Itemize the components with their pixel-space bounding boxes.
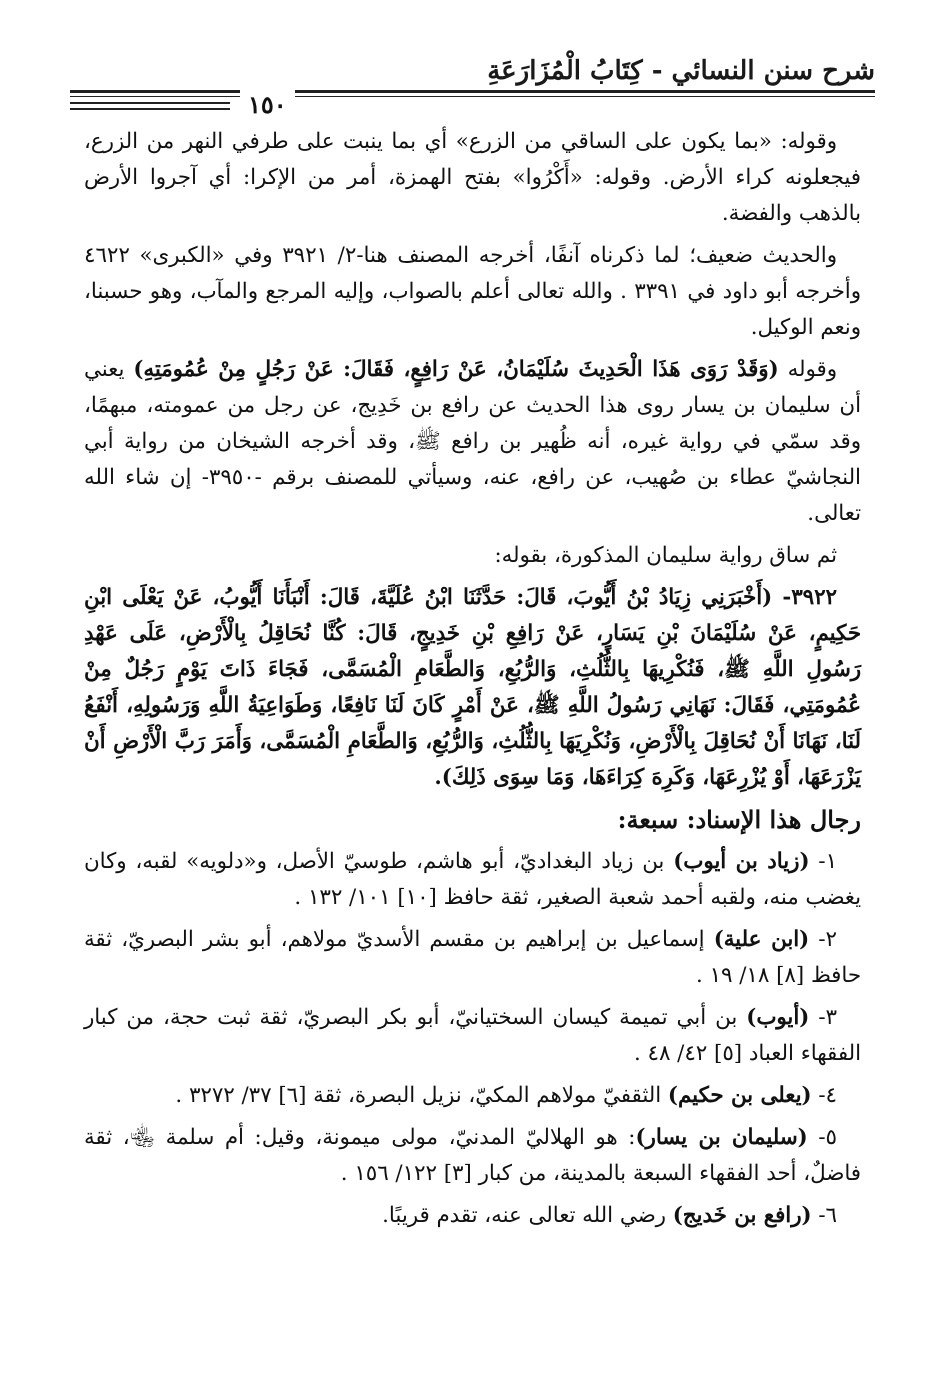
narrator-name: (أيوب)	[746, 1005, 810, 1030]
narrator-number: ٥-	[807, 1125, 837, 1150]
header-rule-thick	[70, 90, 875, 93]
narrator-number: ١-	[809, 849, 838, 874]
narrator-name: (سليمان بن يسار)	[635, 1125, 808, 1150]
page-header	[70, 50, 875, 119]
narrator-item	[84, 844, 861, 916]
narrator-number: ٣-	[809, 1005, 837, 1030]
narrator-text: بن زياد البغداديّ، أبو هاشم، طوسيّ الأصل، و«دلويه» لقبه، وكان يغضب منه، ولقبه أحمد شعبة الصغير، ثقة حافظ [١٠] ١٠١/ ١٣٢ .	[84, 849, 861, 910]
narrator-item	[84, 1000, 861, 1072]
narrator-text: الثقفيّ مولاهم المكيّ، نزيل البصرة، ثقة [٦] ٣٧/ ٣٢٧٢ .	[175, 1083, 668, 1108]
paragraph-1: وقوله: «بما يكون على الساقي من الزرع» أي بما ينبت على طرفي النهر من الزرع، فيجعلونه كراء الأرض. وقوله: «أَكْرُوا» بفتح الهمزة، أمر من الإكرا: أي آجروا الأرض بالذهب والفضة.	[84, 129, 861, 226]
narrator-text: : هو الهلاليّ المدنيّ، مولى ميمونة، وقيل: أم سلمة ﵄، ثقة فاضلٌ، أحد الفقهاء السبعة بالمدينة، من كبار [٣] ١٢٢/ ١٥٦ .	[84, 1125, 861, 1186]
narrator-name: (زياد بن أيوب)	[673, 849, 810, 874]
narrator-text: إسماعيل بن إبراهيم بن مقسم الأسديّ مولاهم، أبو بشر البصريّ، ثقة حافظ [٨] ١٨/ ١٩ .	[84, 927, 861, 988]
narrator-item	[84, 922, 861, 994]
narrator-text: رضي الله تعالى عنه، تقدم قريبًا.	[382, 1203, 673, 1228]
quoted-hadith-phrase: (وَقَدْ رَوَى هَذَا الْحَدِيثَ سُلَيْمَانُ، عَنْ رَافِعٍ، فَقَالَ: عَنْ رَجُلٍ مِنْ عُمُومَتِهِ)	[133, 357, 779, 382]
paragraph-3-lead: وقوله	[778, 357, 837, 382]
narrator-text: بن أبي تميمة كيسان السختيانيّ، أبو بكر البصريّ، ثقة ثبت حجة، من كبار الفقهاء العباد [٥] ٤٢/ ٤٨ .	[84, 1005, 861, 1066]
header-rule-ornament	[70, 102, 230, 110]
header-rule-thin	[70, 96, 875, 97]
narrator-number: ٦-	[811, 1203, 837, 1228]
paragraph-3	[84, 352, 861, 532]
page-body	[84, 124, 861, 1240]
narrator-name: (رافع بن خَديج)	[672, 1203, 812, 1228]
running-title: شرح سنن النسائي - كِتَابُ الْمُزَارَعَةِ	[487, 56, 875, 86]
paragraph-4: ثم ساق رواية سليمان المذكورة، بقوله:	[494, 543, 837, 568]
page-number: ١٥٠	[240, 90, 295, 119]
paragraph-3-text: يعني أن سليمان بن يسار روى هذا الحديث عن رافع بن خَدِيج، عن رجل من عمومته، مبهمًا، وقد سمّي في رواية غيره، أنه ظُهير بن رافع ﷺ، وقد أخرجه الشيخان من رواية أبي النجاشيّ عطاء بن صُهيب، عن رافع، عنه، وسيأتي للمصنف برقم -٣٩٥٠- إن شاء الله تعالى.	[84, 357, 861, 526]
narrator-item	[84, 1078, 861, 1114]
narrator-number: ٢-	[809, 927, 837, 952]
narrator-item	[84, 1198, 861, 1234]
narrator-name: (يعلى بن حكيم)	[667, 1083, 812, 1108]
section-title: رجال هذا الإسناد: سبعة:	[617, 805, 861, 834]
narrator-item	[84, 1120, 861, 1192]
narrator-name: (ابن علية)	[713, 927, 810, 952]
hadith-text: ٣٩٢٢- (أَخْبَرَنِي زِيَادُ بْنُ أَيُّوبَ، قَالَ: حَدَّثَنَا ابْنُ عُلَيَّةَ، قَالَ: أَنْبَأَنَا أَيُّوبُ، عَنْ يَعْلَى ابْنِ حَكِيمٍ، عَنْ سُلَيْمَانَ بْنِ يَسَارٍ، عَنْ رَافِعِ بْنِ خَدِيجٍ، قَالَ: كُنَّا نُحَاقِلُ بِالْأَرْضِ، عَلَى عَهْدِ رَسُولِ اللَّهِ ﷺ، فَنُكْرِيهَا بِالثُّلُثِ، وَالرُّبُعِ، وَالطَّعَامِ الْمُسَمَّى، فَجَاءَ ذَاتَ يَوْمٍ رَجُلٌ مِنْ عُمُومَتِي، فَقَالَ: نَهَانِي رَسُولُ اللَّهِ ﷺ، عَنْ أَمْرٍ كَانَ لَنَا نَافِعًا، وَطَوَاعِيَةُ اللَّهِ وَرَسُولِهِ، أَنْفَعُ لَنَا، نَهَانَا أَنْ نُحَاقِلَ بِالْأَرْضِ، وَنُكْرِيَهَا بِالثُّلُثِ، وَالرُّبُعِ، وَالطَّعَامِ الْمُسَمَّى، وَأَمَرَ رَبَّ الْأَرْضِ أَنْ يَزْرَعَهَا، أَوْ يُزْرِعَهَا، وَكَرِهَ كِرَاءَهَا، وَمَا سِوَى ذَلِكَ).	[84, 585, 861, 790]
paragraph-2: والحديث ضعيف؛ لما ذكرناه آنفًا، أخرجه المصنف هنا-٢/ ٣٩٢١ وفي «الكبرى» ٤٦٢٢ وأخرجه أبو داود في ٣٣٩١ . والله تعالى أعلم بالصواب، وإليه المرجع والمآب، وهو حسبنا، ونعم الوكيل.	[84, 243, 861, 340]
narrator-number: ٤-	[811, 1083, 837, 1108]
